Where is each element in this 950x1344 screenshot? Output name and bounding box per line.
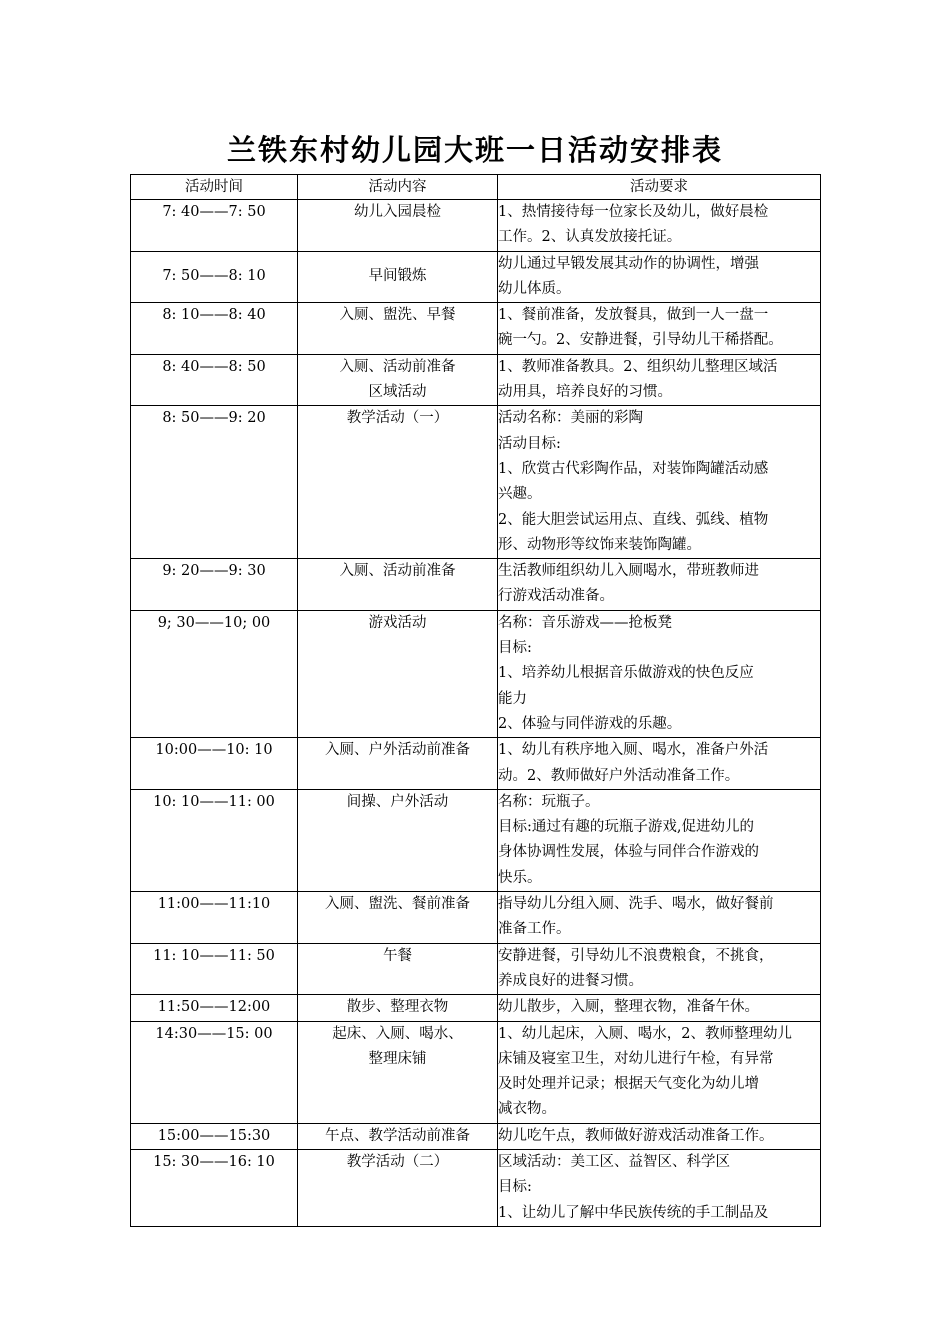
activity-line: 教学活动（一）	[346, 410, 449, 427]
activity-cell	[298, 892, 498, 944]
requirement-line: 养成良好的进餐习惯。	[498, 972, 643, 989]
requirement-line: 幼儿体质。	[498, 280, 571, 297]
requirement-cell	[498, 1149, 821, 1226]
requirement-cell	[498, 943, 821, 995]
table-row	[131, 406, 821, 559]
activity-line: 幼儿入园晨检	[354, 204, 441, 220]
requirement-line: 目标:	[498, 640, 532, 657]
activity-cell	[298, 789, 498, 891]
table-row	[131, 1149, 821, 1226]
header-activity: 活动内容	[298, 175, 498, 200]
table-header-row	[131, 175, 821, 200]
requirement-line: 形、动物形等纹饰来装饰陶罐。	[498, 536, 701, 553]
page-title: 兰铁东村幼儿园大班一日活动安排表	[226, 133, 723, 167]
time-cell: 11:00——11:10	[131, 892, 298, 944]
time-cell: 8: 40——8: 50	[131, 354, 298, 406]
activity-cell	[298, 303, 498, 355]
table-row	[131, 738, 821, 790]
requirement-cell	[498, 1123, 821, 1149]
requirement-line: 1、让幼儿了解中华民族传统的手工制品及	[498, 1204, 769, 1221]
requirement-line: 幼儿吃午点，教师做好游戏活动准备工作。	[498, 1127, 774, 1144]
requirement-line: 1、餐前准备，发放餐具，做到一人一盘一	[498, 307, 769, 324]
activity-line: 起床、入厕、喝水、	[332, 1025, 463, 1042]
activity-line: 午餐	[383, 947, 412, 964]
time-cell: 15:00——15:30	[131, 1123, 298, 1149]
activity-line: 入厕、活动前准备	[339, 563, 456, 580]
activity-cell	[298, 354, 498, 406]
requirement-line: 活动目标:	[498, 435, 561, 452]
requirement-line: 身体协调性发展，体验与同伴合作游戏的	[498, 844, 759, 861]
activity-line: 入厕、活动前准备	[339, 358, 456, 375]
requirement-line: 1、教师准备教具。2、组织幼儿整理区域活	[498, 358, 778, 375]
requirement-cell	[498, 892, 821, 944]
header-time: 活动时间	[131, 175, 298, 200]
requirement-line: 动用具，培养良好的习惯。	[498, 384, 672, 401]
requirement-line: 减衣物。	[498, 1101, 556, 1118]
activity-line: 早间锻炼	[368, 268, 427, 285]
activity-cell	[298, 943, 498, 995]
activity-cell	[298, 200, 498, 252]
activity-cell	[298, 251, 498, 303]
activity-cell	[298, 995, 498, 1021]
table-row	[131, 789, 821, 891]
time-cell: 9: 20——9: 30	[131, 559, 298, 611]
time-cell: 8: 10——8: 40	[131, 303, 298, 355]
time-cell: 7: 50——8: 10	[131, 251, 298, 303]
time-cell: 9; 30——10; 00	[131, 610, 298, 737]
activity-line: 区域活动	[368, 384, 427, 401]
requirement-line: 2、体验与同伴游戏的乐趣。	[498, 715, 682, 732]
activity-line: 教学活动（二）	[346, 1153, 449, 1170]
time-cell: 15: 30——16: 10	[131, 1149, 298, 1226]
activity-line: 间操、户外活动	[346, 793, 449, 810]
time-cell: 14:30——15: 00	[131, 1021, 298, 1123]
requirement-line: 兴趣。	[498, 486, 542, 503]
requirement-cell	[498, 610, 821, 737]
time-cell: 11: 10——11: 50	[131, 943, 298, 995]
requirement-line: 指导幼儿分组入厕、洗手、喝水，做好餐前	[498, 896, 774, 913]
table-row	[131, 610, 821, 737]
time-cell: 7: 40——7: 50	[131, 200, 298, 252]
requirement-line: 动。2、教师做好户外活动准备工作。	[498, 767, 740, 784]
requirement-cell	[498, 303, 821, 355]
requirement-line: 2、能大胆尝试运用点、直线、弧线、植物	[498, 511, 769, 528]
table-row	[131, 1123, 821, 1149]
requirement-cell	[498, 406, 821, 559]
activity-cell	[298, 1021, 498, 1123]
requirement-cell	[498, 995, 821, 1021]
table-row	[131, 200, 821, 252]
requirement-line: 安静进餐，引导幼儿不浪费粮食，不挑食，	[498, 947, 774, 964]
requirement-line: 准备工作。	[498, 921, 571, 938]
requirement-cell	[498, 354, 821, 406]
table-row	[131, 943, 821, 995]
requirement-cell	[498, 559, 821, 611]
requirement-line: 快乐。	[498, 869, 542, 886]
activity-line: 入厕、盥洗、早餐	[339, 307, 456, 324]
requirement-line: 1、欣赏古代彩陶作品，对装饰陶罐活动感	[498, 460, 769, 477]
table-row	[131, 559, 821, 611]
activity-cell	[298, 1149, 498, 1226]
requirement-line: 工作。2、认真发放接托证。	[498, 229, 682, 246]
requirement-line: 名称：音乐游戏——抢板凳	[498, 614, 672, 631]
requirement-cell	[498, 200, 821, 252]
requirement-line: 1、幼儿起床，入厕、喝水，2、教师整理幼儿	[498, 1025, 792, 1042]
requirement-line: 行游戏活动准备。	[498, 588, 614, 605]
requirement-cell	[498, 1021, 821, 1123]
requirement-line: 幼儿通过早锻发展其动作的协调性，增强	[498, 255, 759, 272]
schedule-table	[130, 174, 821, 1227]
time-cell: 10: 10——11: 00	[131, 789, 298, 891]
requirement-line: 1、幼儿有秩序地入厕、喝水，准备户外活	[498, 742, 769, 759]
time-cell: 10:00——10: 10	[131, 738, 298, 790]
requirement-line: 幼儿散步，入厕，整理衣物，准备午休。	[498, 999, 759, 1016]
activity-line: 整理床铺	[368, 1050, 427, 1067]
requirement-line: 碗一勺。2、安静进餐，引导幼儿干稀搭配。	[498, 332, 783, 349]
requirement-line: 床铺及寝室卫生，对幼儿进行午检，有异常	[498, 1050, 774, 1067]
requirement-line: 能力	[498, 690, 527, 707]
table-row	[131, 354, 821, 406]
requirement-line: 1、培养幼儿根据音乐做游戏的快色反应	[498, 665, 754, 682]
activity-cell	[298, 1123, 498, 1149]
activity-line: 游戏活动	[368, 614, 427, 631]
table-row	[131, 892, 821, 944]
table-row	[131, 303, 821, 355]
header-requirement: 活动要求	[498, 175, 821, 200]
table-row	[131, 251, 821, 303]
activity-cell	[298, 406, 498, 559]
requirement-line: 活动名称：美丽的彩陶	[498, 410, 643, 427]
activity-line: 散步、整理衣物	[346, 999, 449, 1016]
table-row	[131, 995, 821, 1021]
activity-line: 入厕、盥洗、餐前准备	[325, 896, 470, 913]
requirement-cell	[498, 251, 821, 303]
requirement-line: 生活教师组织幼儿入厕喝水，带班教师进	[498, 563, 759, 580]
activity-cell	[298, 559, 498, 611]
requirement-line: 及时处理并记录；根据天气变化为幼儿增	[498, 1076, 759, 1093]
requirement-cell	[498, 738, 821, 790]
time-cell: 11:50——12:00	[131, 995, 298, 1021]
requirement-line: 名称：玩瓶子。	[498, 793, 600, 810]
requirement-cell	[498, 789, 821, 891]
requirement-line: 目标:通过有趣的玩瓶子游戏,促进幼儿的	[498, 819, 754, 836]
activity-line: 午点、教学活动前准备	[325, 1127, 470, 1144]
requirement-line: 目标:	[498, 1179, 532, 1196]
activity-cell	[298, 610, 498, 737]
time-cell: 8: 50——9: 20	[131, 406, 298, 559]
table-row	[131, 1021, 821, 1123]
requirement-line: 区域活动：美工区、益智区、科学区	[498, 1153, 730, 1170]
requirement-line: 1、热情接待每一位家长及幼儿，做好晨检	[498, 204, 769, 220]
activity-line: 入厕、户外活动前准备	[325, 742, 470, 759]
activity-cell	[298, 738, 498, 790]
